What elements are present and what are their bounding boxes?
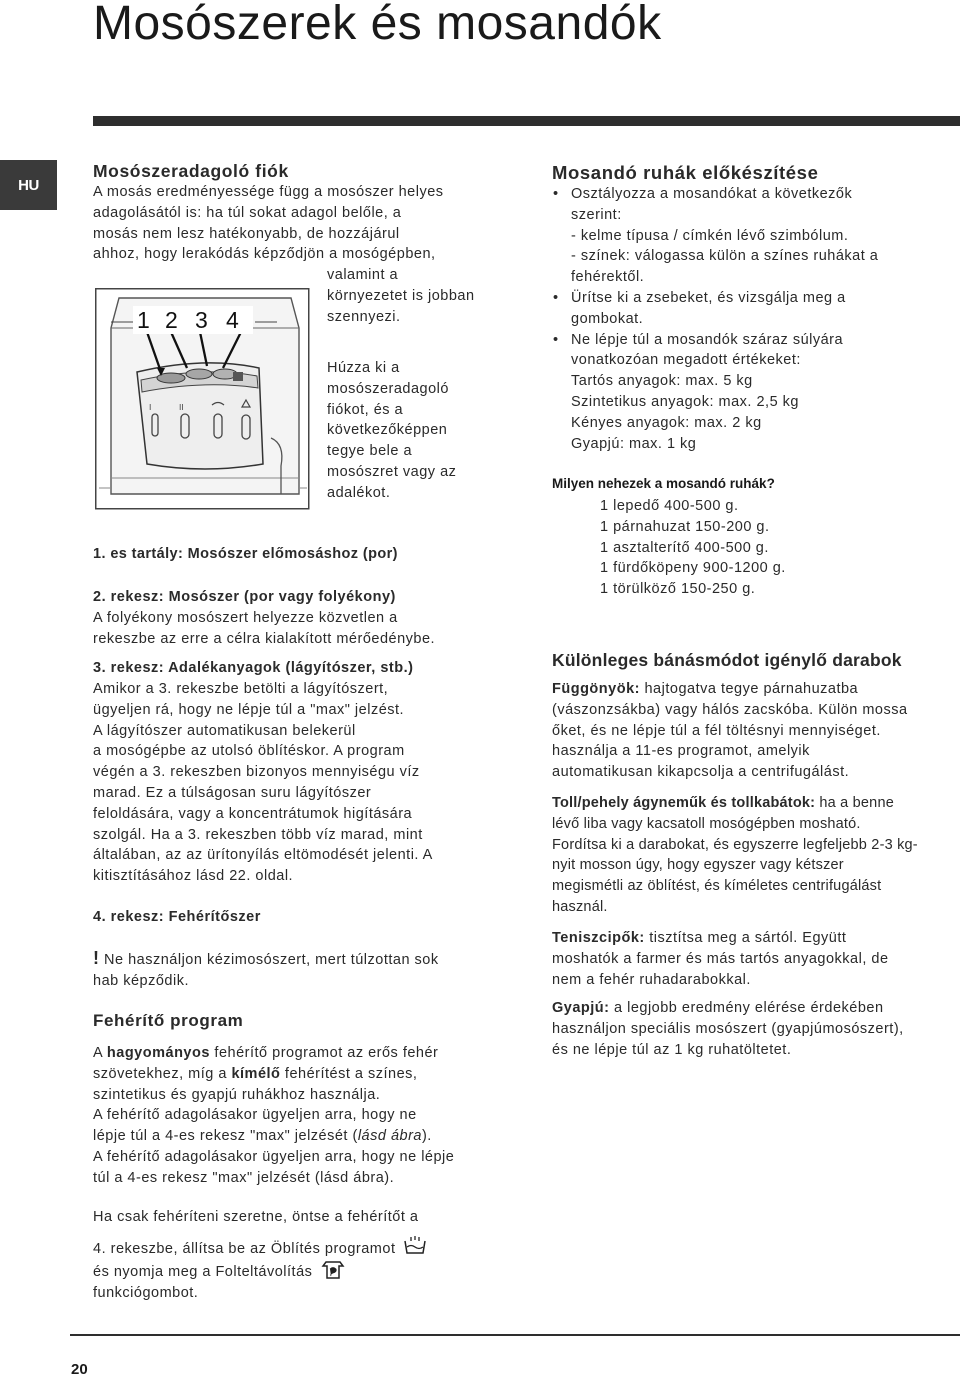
warning-icon: ! — [93, 948, 100, 968]
text-line: és nyomja meg a Folteltávolítás — [93, 1263, 313, 1280]
wool-text — [552, 998, 904, 1060]
text-line: feloldására, vagy a koncentrátumok higítására — [93, 805, 413, 822]
pull-line: adalékot. — [327, 484, 391, 501]
compartment-2-text — [93, 608, 435, 650]
intro-cont-line: szennyezi. — [327, 308, 401, 325]
text-run-bold: Gyapjú: — [552, 1000, 610, 1016]
text-line: szolgál. Ha a 3. rekeszben több víz marad, mint — [93, 826, 423, 843]
svg-text:II: II — [179, 403, 184, 412]
stain-removal-icon — [321, 1260, 345, 1280]
text-line: A lágyítószer automatikusan belekerül — [93, 722, 356, 739]
text-line: - színek: válogassa külön a színes ruhákat a — [571, 248, 879, 265]
compartment-label: 4 — [226, 307, 239, 333]
intro-cont-line: környezetet is jobban — [327, 287, 475, 304]
text-line: és ne lépje túl az 1 kg ruhatöltetet. — [552, 1041, 792, 1058]
text-run-bold: hagyományos — [106, 1045, 210, 1061]
text-line: Tartós anyagok: max. 5 kg — [571, 373, 753, 390]
text-line: automatikusan kikapcsolja a centrifugálást. — [552, 764, 850, 781]
list-item: 1 asztalterítő 400-500 g. — [600, 539, 769, 556]
text-line: Kényes anyagok: max. 2 kg — [571, 414, 762, 431]
text-run: hajtogatva tegye párnahuzatba — [639, 681, 859, 697]
pull-line: tegye bele a — [327, 443, 413, 460]
text-line: hab képződik. — [93, 972, 189, 989]
bleach-heading: Fehérítő program — [93, 1011, 244, 1030]
text-line: gombokat. — [571, 310, 644, 327]
list-item: 1 lepedő 400-500 g. — [600, 498, 739, 514]
text-run-bold: Függönyök: — [552, 681, 640, 697]
list-item: 1 törülköző 150-250 g. — [600, 581, 756, 598]
warning-note — [93, 948, 439, 992]
text-line: A fehérítő adagolásakor ügyeljen arra, hogy ne — [93, 1107, 417, 1124]
text-run-bold: kímélő — [231, 1065, 281, 1082]
text-run: ). — [421, 1128, 432, 1145]
text-line: Gyapjú: max. 1 kg — [571, 435, 697, 452]
text-line: őket, és ne lépje túl a fél töltésnyi mennyiséget. — [552, 722, 881, 739]
text-line: a mosógépbe az utolsó öblítéskor. A program — [93, 743, 405, 760]
text-line: végén a 3. rekeszben bizonyos mennyiségu víz — [93, 764, 420, 781]
pull-line: mosószeradagoló — [327, 380, 449, 397]
text-line: marad. Ez a túlságosan suru lágyítószer — [93, 784, 372, 801]
compartment-1-title: 1. es tartály: Mosószer előmosáshoz (por) — [93, 546, 398, 562]
weights-heading: Milyen nehezek a mosandó ruhák? — [552, 476, 775, 491]
text-run: ha a benne — [815, 795, 894, 811]
text-line: - kelme típusa / címkén lévő szimbólum. — [571, 227, 849, 244]
text-line: A fehérítő adagolásakor ügyeljen arra, hogy ne lépje — [93, 1148, 455, 1165]
dispenser-heading: Mosószeradagoló fiók — [93, 161, 289, 181]
svg-text:I: I — [149, 403, 152, 412]
page-title: Mosószerek és mosandók — [93, 0, 662, 50]
text-line: fehérektől. — [571, 269, 645, 286]
down-items-text — [552, 793, 918, 918]
dispenser-intro — [93, 182, 444, 265]
text-line: vonatkozóan megadott értékeket: — [571, 352, 801, 369]
text-run: fehérítő programot az erős fehér — [209, 1045, 439, 1061]
text-line: szintetikus és gyapjú ruhákhoz használja. — [93, 1086, 381, 1103]
prep-list — [552, 184, 878, 454]
special-care-heading: Különleges bánásmódot igénylő darabok — [552, 650, 902, 670]
language-tab: HU — [0, 160, 57, 210]
text-run: A — [93, 1045, 107, 1061]
text-run: fehérítést a színes, — [280, 1065, 418, 1082]
text-run: szövetekhez, míg a — [93, 1065, 232, 1082]
text-line: funkciógombot. — [93, 1284, 199, 1301]
pull-line: mosószret vagy az — [327, 463, 457, 480]
bullet-icon: • — [553, 186, 559, 202]
text-line: megismétli az öblítést, és kíméletes centrifugálást — [552, 878, 882, 895]
dispenser-intro-cont — [327, 265, 475, 327]
list-item: 1 párnahuzat 150-200 g. — [600, 518, 770, 535]
text-line: szerint: — [571, 206, 622, 223]
intro-line: A mosás eredményessége függ a mosószer helyes — [93, 184, 444, 200]
text-line: Osztályozza a mosandókat a következők — [571, 186, 853, 202]
text-line: általában, az az ürítonyílás eltömodését jelenti. A — [93, 847, 433, 864]
title-divider — [93, 116, 960, 126]
text-line: használja a 11-es programot, amelyik — [552, 743, 810, 760]
text-line: használ. — [552, 898, 608, 915]
page-number: 20 — [71, 1361, 88, 1378]
text-line: Ne lépje túl a mosandók száraz súlyára — [571, 331, 844, 348]
text-line: lévő liba vagy kacsatoll mosógépben mosható. — [552, 815, 861, 832]
text-line: rekeszbe az erre a célra kialakított mérőedénybe. — [93, 630, 436, 647]
compartment-label: 2 — [165, 307, 178, 333]
compartment-3-title: 3. rekesz: Adalékanyagok (lágyítószer, stb.) — [93, 660, 414, 676]
text-line: nyit mosson úgy, hogy egyszer vagy kétszer — [552, 857, 844, 874]
bleach-text — [93, 1043, 454, 1189]
pull-out-instructions — [327, 358, 456, 504]
bullet-icon: • — [553, 289, 559, 306]
sneakers-text — [552, 928, 889, 990]
text-line: Ne használjon kézimosószert, mert túlzottan sok — [99, 952, 439, 968]
rinse-program-icon — [403, 1236, 427, 1256]
compartment-label: 3 — [195, 307, 208, 333]
text-line: Fordítsa ki a darabokat, és egyszerre legfeljebb 2-3 kg- — [552, 836, 918, 853]
text-run-bold: Toll/pehely ágyneműk és tollkabátok: — [552, 795, 816, 811]
text-line: Szintetikus anyagok: max. 2,5 kg — [571, 393, 799, 410]
intro-line: mosás nem lesz hatékonyabb, de hozzájárul — [93, 225, 400, 242]
dispenser-drawer-illustration — [95, 288, 310, 510]
text-line: kitisztításához lásd 22. oldal. — [93, 868, 294, 885]
compartment-3-text — [93, 679, 433, 887]
list-item — [552, 184, 878, 288]
text-line: Amikor a 3. rekeszbe betölti a lágyítószert, — [93, 681, 389, 697]
bleach-only-line-1: Ha csak fehéríteni szeretne, öntse a fehérítőt a — [93, 1209, 419, 1225]
text-line: túl a 4-es rekesz "max" jelzését (lásd ábra). — [93, 1169, 395, 1186]
pull-line: fiókot, és a — [327, 401, 404, 418]
text-line: nem a fehér ruhadarabokkal. — [552, 971, 751, 988]
compartment-label: 1 — [137, 307, 150, 333]
footer-divider — [70, 1334, 960, 1336]
text-run: lépje túl a 4-es rekesz "max" jelzését ( — [93, 1128, 358, 1145]
list-item — [552, 330, 878, 455]
text-line: A folyékony mosószert helyezze közvetlen a — [93, 610, 398, 626]
weights-list — [600, 496, 786, 600]
compartment-4-title: 4. rekesz: Fehérítőszer — [93, 909, 261, 925]
curtains-text — [552, 679, 908, 783]
intro-line: ahhoz, hogy lerakódás képződjön a mosógépben, — [93, 246, 436, 263]
text-run: a legjobb eredmény elérése érdekében — [609, 1000, 884, 1016]
text-line: 4. rekeszbe, állítsa be az Öblítés programot — [93, 1241, 396, 1257]
text-run-bold: Teniszcipők: — [552, 930, 645, 946]
prep-heading: Mosandó ruhák előkészítése — [552, 162, 819, 183]
text-line: moshatók a farmer és más tartós anyagokkal, de — [552, 950, 889, 967]
text-run: tisztítsa meg a sártól. Együtt — [644, 930, 847, 946]
list-item — [552, 288, 878, 330]
list-item: 1 fürdőköpeny 900-1200 g. — [600, 560, 786, 577]
intro-line: adagolásától is: ha túl sokat adagol belőle, a — [93, 204, 402, 221]
bleach-only-text — [93, 1236, 427, 1303]
pull-line: Húzza ki a — [327, 360, 400, 376]
intro-cont-line: valamint a — [327, 267, 399, 283]
compartment-2-title: 2. rekesz: Mosószer (por vagy folyékony) — [93, 589, 396, 605]
text-line: Ürítse ki a zsebeket, és vizsgálja meg a — [571, 289, 846, 306]
text-run-italic: lásd ábra — [357, 1128, 422, 1145]
text-line: használjon speciális mosószert (gyapjúmosószert), — [552, 1020, 904, 1037]
text-line: ügyeljen rá, hogy ne lépje túl a "max" jelzést. — [93, 701, 405, 718]
pull-line: következőképpen — [327, 422, 448, 439]
text-line: (vászonzsákba) vagy hálós zacskóba. Külön mossa — [552, 701, 908, 718]
bullet-icon: • — [553, 331, 559, 348]
